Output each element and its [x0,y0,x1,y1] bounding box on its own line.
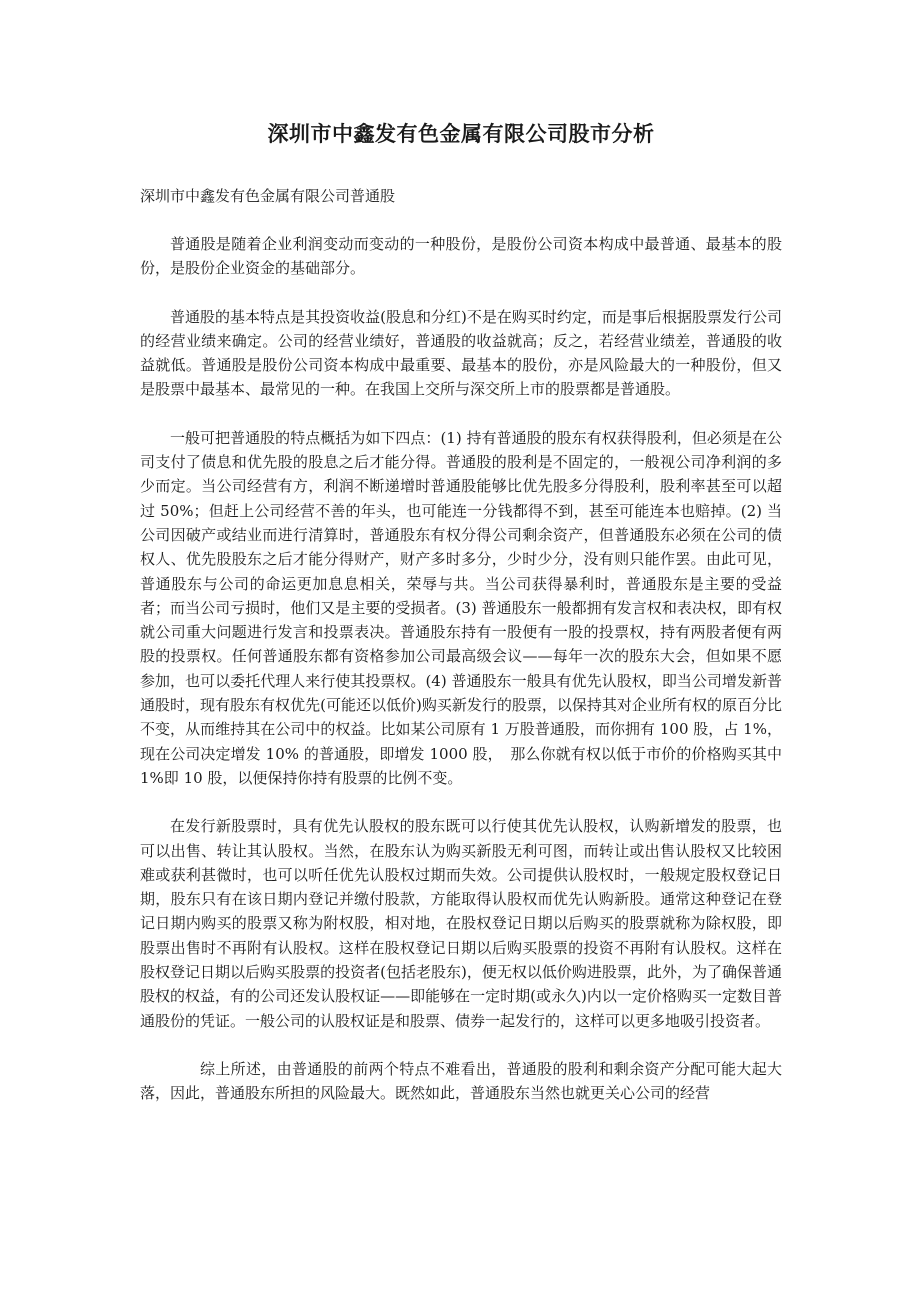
document-title: 深圳市中鑫发有色金属有限公司股市分析 [267,122,655,146]
paragraph-2: 普通股的基本特点是其投资收益(股息和分红)不是在购买时约定，而是事后根据股票发行公司的经营业绩来确定。公司的经营业绩好，普通股的收益就高；反之，若经营业绩差，普通股的收益就低。普通股是股份公司资本构成中最重要、最基本的股份，亦是风险最大的一种股份，但又是股票中最基本、最常见的一种。在我国上交所与深交所上市的股票都是普通股。 [140,307,782,399]
paragraph-4: 在发行新股票时，具有优先认股权的股东既可以行使其优先认股权，认购新增发的股票，也可以出售、转让其认股权。当然，在股东认为购买新股无利可图，而转让或出售认股权又比较困难或获利甚微时，也可以听任优先认股权过期而失效。公司提供认股权时，一般规定股权登记日期，股东只有在该日期内登记并缴付股款，方能取得认股权而优先认购新股。通常这种登记在登记日期内购买的股票又称为附权股，相对地，在股权登记日期以后购买的股票就称为除权股，即股票出售时不再附有认股权。这样在股权登记日期以后购买股票的投资不再附有认股权。这样在股权登记日期以后购买股票的投资者(包括老股东)，便无权以低价购进股票，此外，为了确保普通股权的权益，有的公司还发认股权证——即能够在一定时期(或永久)内以一定价格购买一定数目普通股份的凭证。一般公司的认股权证是和股票、债券一起发行的，这样可以更多地吸引投资者。 [140,817,782,1030]
document-subtitle: 深圳市中鑫发有色金属有限公司普通股 [140,187,396,205]
paragraph-1: 普通股是随着企业利润变动而变动的一种股份，是股份公司资本构成中最普通、最基本的股份，是股份企业资金的基础部分。 [140,235,782,278]
document-page [140,118,782,1130]
paragraph-3: 一般可把普通股的特点概括为如下四点：(1) 持有普通股的股东有权获得股利，但必须是在公司支付了债息和优先股的股息之后才能分得。普通股的股利是不固定的，一般视公司净利润的多少而定。当公司经营有方，利润不断递增时普通股能够比优先股多分得股利，股利率甚至可以超过 50%；但赶上公司经营不善的年头，也可能连一分钱都得不到，甚至可能连本也赔掉。(2) 当公司因破产或结业而进行清算时，普通股东有权分得公司剩余资产，但普通股东必须在公司的债权人、优先股股东之后才能分得财产，财产多时多分，少时少分，没有则只能作罢。由此可见，普通股东与公司的命运更加息息相关，荣辱与共。当公司获得暴利时，普通股东是主要的受益者；而当公司亏损时，他们又是主要的受损者。(3) 普通股东一般都拥有发言权和表决权，即有权就公司重大问题进行发言和投票表决。普通股东持有一股便有一股的投票权，持有两股者便有两股的投票权。任何普通股东都有资格参加公司最高级会议——每年一次的股东大会，但如果不愿参加，也可以委托代理人来行使其投票权。(4) 普通股东一般具有优先认股权，即当公司增发新普通股时，现有股东有权优先(可能还以低价)购买新发行的股票，以保持其对企业所有权的原百分比不变，从而维持其在公司中的权益。比如某公司原有 1 万股普通股，而你拥有 100 股，占 1%，现在公司决定增发 10% 的普通股，即增发 1000 股， 那么你就有权以低于市价的价格购买其中 1%即 10 股，以便保持你持有股票的比例不变。 [140,428,782,787]
paragraph-5: 综上所述，由普通股的前两个特点不难看出，普通股的股利和剩余资产分配可能大起大落，因此，普通股东所担的风险最大。既然如此，普通股东当然也就更关心公司的经营 [140,1059,782,1103]
